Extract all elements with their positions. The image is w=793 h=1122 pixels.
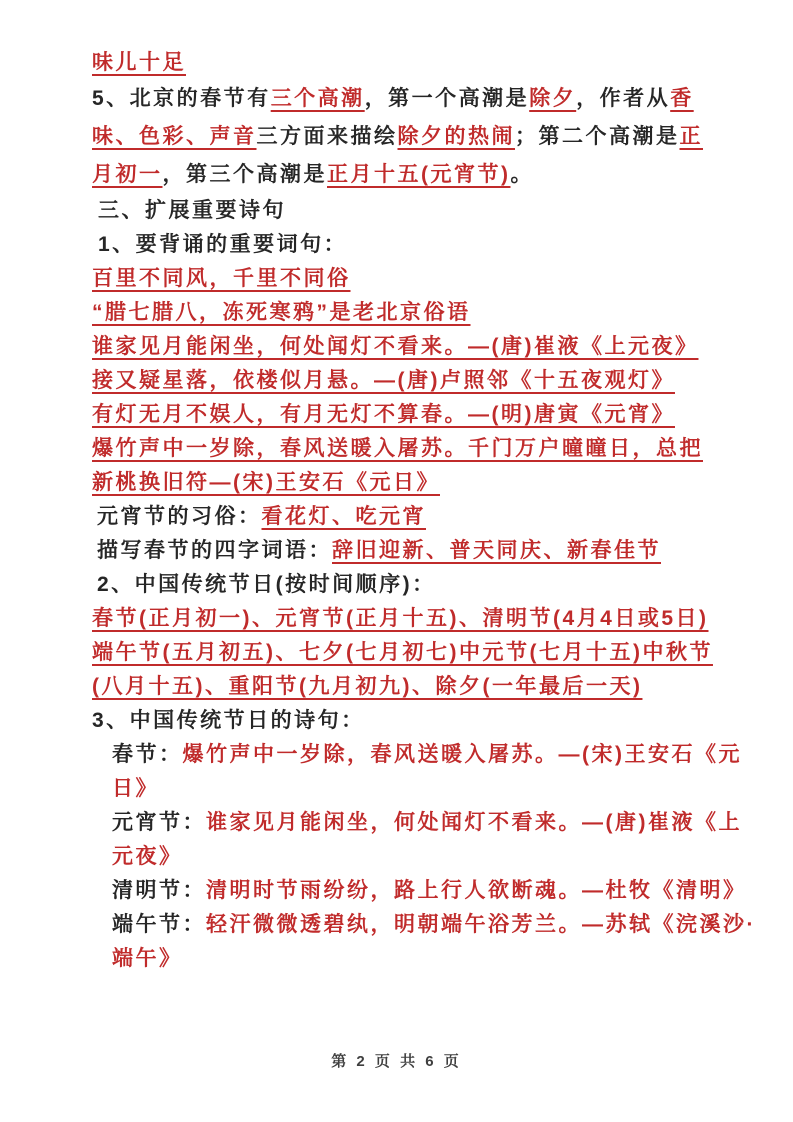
item-2-label: 2、中国传统节日(按时间顺序)： [97,573,436,596]
poem-entry-text: 谁家见月能闲坐，何处闻灯不看来。—(唐)崔液《上元夜》 [112,811,742,868]
answer-segment: 香味、色彩、声音 [92,87,694,148]
festival-order-line: 春节(正月初一)、元宵节(正月十五)、清明节(4月4日或5日) [92,607,709,630]
lantern-customs-label: 元宵节的习俗： [97,505,262,528]
festival-order-list [92,602,714,704]
memorize-line: 谁家见月能闲坐，何处闻灯不看来。—(唐)崔液《上元夜》 [92,335,699,358]
poem-entry-qingming-festival [92,874,760,908]
memorize-line: 爆竹声中一岁除，春风送暖入屠苏。千门万户曈曈日，总把新桃换旧符—(宋)王安石《元日》 [92,437,703,494]
text-segment: ，第三个高潮是 [162,163,327,186]
text-segment: 三方面来描绘 [256,125,398,148]
footer-page-number: 第 2 页 共 6 页 [331,1053,462,1070]
text-segment: ，第一个高潮是 [364,87,530,110]
spring-words-answer: 辞旧迎新、普天同庆、新春佳节 [332,539,661,562]
spring-words-line [92,534,714,568]
text-segment: 。 [510,163,534,186]
festival-order-line: (八月十五)、重阳节(九月初九)、除夕(一年最后一天) [92,675,643,698]
poem-entry-text: 轻汗微微透碧纨，明朝端午浴芳兰。—苏轼《浣溪沙·端午》 [112,913,756,970]
memorize-line: “腊七腊八，冻死寒鸦”是老北京俗语 [92,301,471,324]
poem-entry-label: 端午节： [112,913,206,936]
memorize-line: 接又疑星落，依楼似月悬。—(唐)卢照邻《十五夜观灯》 [92,369,675,392]
answer-segment: 除夕的热闹 [397,125,515,148]
section-3-heading: 三、扩展重要诗句 [98,199,286,222]
carryover-answer-line: 味儿十足 [92,51,186,74]
poem-entry-text: 清明时节雨纷纷，路上行人欲断魂。—杜牧《清明》 [206,879,747,902]
lantern-customs-line [92,500,714,534]
festival-order-line: 端午节(五月初五)、七夕(七月初七)中元节(七月十五)中秋节 [92,641,713,664]
answer-segment: 正月初一 [92,125,703,186]
poem-entry-text: 爆竹声中一岁除，春风送暖入屠苏。—(宋)王安石《元日》 [112,743,742,800]
poem-entry-spring-festival [92,738,760,806]
answer-segment: 除夕 [529,87,577,110]
text-segment: ，作者从 [576,87,671,110]
item-3-label: 3、中国传统节日的诗句： [92,709,365,732]
text-segment: ；第二个高潮是 [515,125,680,148]
lantern-customs-answer: 看花灯、吃元宵 [261,505,426,528]
memorize-line: 有灯无月不娱人，有月无灯不算春。—(明)唐寅《元宵》 [92,403,675,426]
poem-entry-label: 清明节： [112,879,206,902]
poem-entry-dragon-boat-festival [92,908,760,976]
poem-entry-label: 元宵节： [112,811,206,834]
item-1-label: 1、要背诵的重要词句： [98,233,348,256]
text-segment: 5、北京的春节有 [92,87,271,110]
item-5-paragraph [92,80,714,194]
memorize-lines-list [92,262,714,500]
memorize-line: 百里不同风，千里不同俗 [92,267,351,290]
poem-entry-label: 春节： [112,743,183,766]
document-page [92,46,756,976]
spring-words-label: 描写春节的四字词语： [97,539,332,562]
poem-entry-lantern-festival [92,806,760,874]
answer-segment: 三个高潮 [270,87,365,110]
answer-segment: 正月十五(元宵节) [327,163,511,186]
